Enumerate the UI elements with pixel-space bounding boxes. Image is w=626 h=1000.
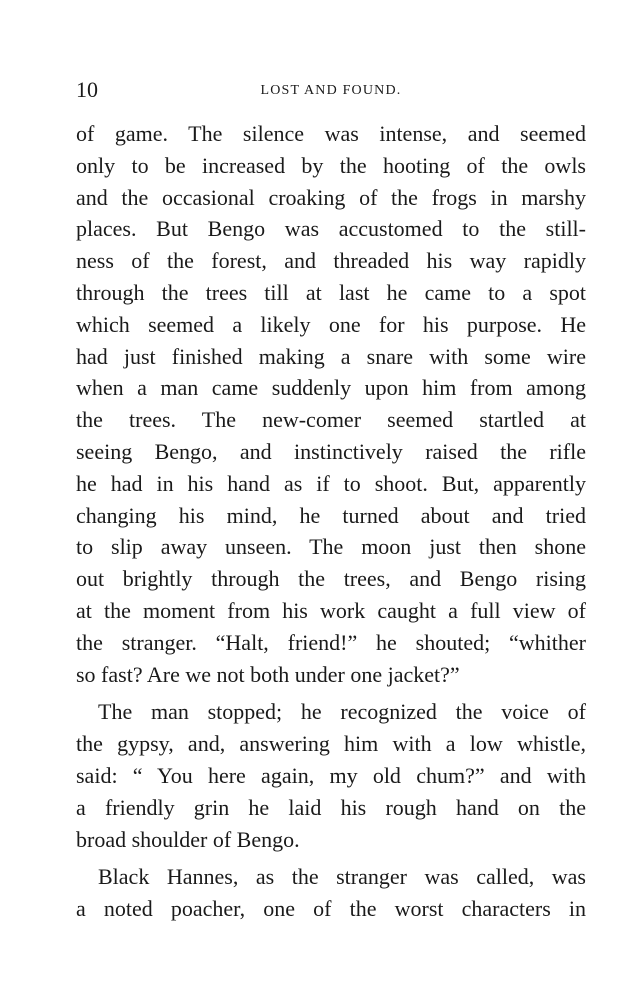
text-line: which seemed a likely one for his purpose. He	[76, 311, 586, 337]
text-line: a friendly grin he laid his rough hand on the	[76, 794, 586, 820]
text-line: when a man came suddenly upon him from among	[76, 375, 586, 401]
text-line: the trees. The new-comer seemed startled at	[76, 407, 586, 433]
running-title: LOST AND FOUND.	[260, 83, 402, 98]
text-line: a noted poacher, one of the worst characters in	[76, 896, 586, 922]
paragraph	[76, 861, 586, 925]
text-line: Black Hannes, as the stranger was called, was	[98, 864, 586, 890]
text-line: places. But Bengo was accustomed to the still-	[76, 216, 586, 242]
text-line: and the occasional croaking of the frogs in marshy	[76, 184, 586, 210]
text-line: out brightly through the trees, and Bengo rising	[76, 566, 586, 592]
text-line: The man stopped; he recognized the voice of	[98, 699, 586, 725]
page-number: 10	[76, 77, 98, 102]
text-line: ness of the forest, and threaded his way rapidly	[76, 248, 586, 274]
text-line: changing his mind, he turned about and tried	[76, 502, 586, 528]
paragraph	[76, 118, 586, 690]
text-line: only to be increased by the hooting of the owls	[76, 152, 586, 178]
text-line: said: “ You here again, my old chum?” and with	[76, 762, 586, 788]
body-text	[76, 118, 586, 925]
text-line: so fast? Are we not both under one jacket?”	[76, 661, 460, 687]
text-line: the stranger. “Halt, friend!” he shouted; “whither	[76, 629, 586, 655]
paragraph	[76, 696, 586, 855]
text-line: had just finished making a snare with some wire	[76, 343, 586, 369]
text-line: the gypsy, and, answering him with a low whistle,	[76, 731, 586, 757]
text-line: at the moment from his work caught a full view of	[76, 597, 586, 623]
text-line: he had in his hand as if to shoot. But, apparently	[76, 470, 586, 496]
text-line: seeing Bengo, and instinctively raised the rifle	[76, 438, 586, 464]
text-line: through the trees till at last he came to a spot	[76, 279, 586, 305]
text-line: broad shoulder of Bengo.	[76, 826, 300, 852]
text-line: of game. The silence was intense, and seemed	[76, 121, 586, 146]
text-line: to slip away unseen. The moon just then shone	[76, 534, 586, 560]
running-head	[76, 78, 586, 102]
